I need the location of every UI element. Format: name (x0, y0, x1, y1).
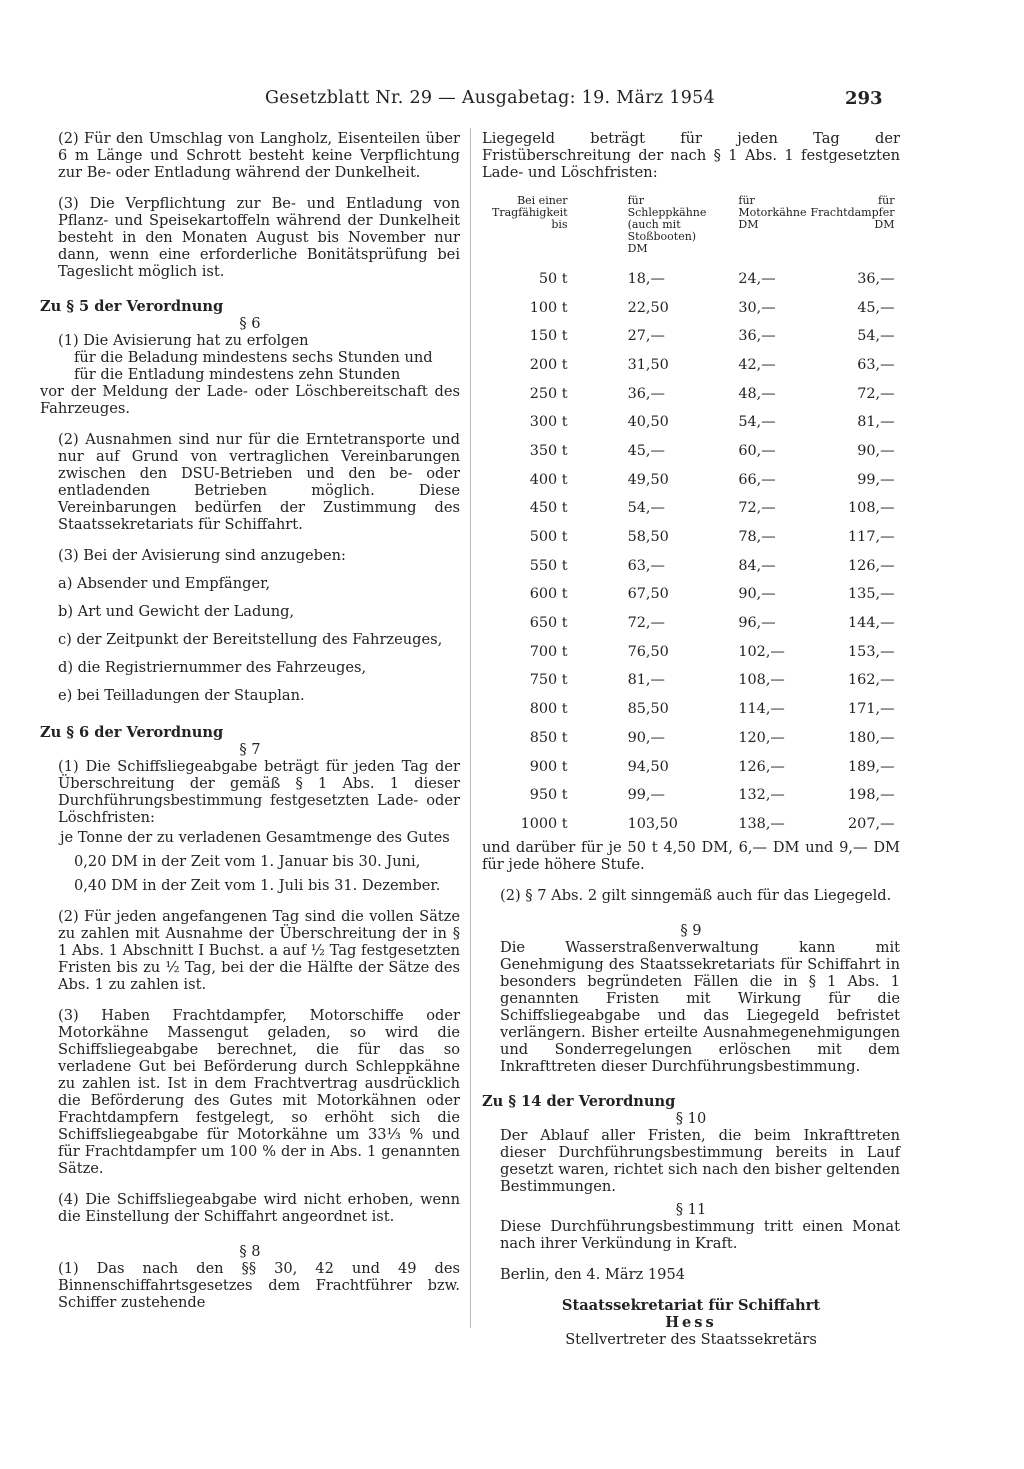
schleppkahn-rate-cell: 31,50 (627, 356, 669, 373)
frachtdampfer-rate-cell: 126,— (848, 557, 895, 574)
capacity-cell: 100 t (529, 299, 568, 316)
motorkahn-rate-cell: 72,— (738, 500, 776, 517)
motorkahn-rate-cell: 36,— (738, 328, 776, 345)
paragraph-6-2: (2) Ausnahmen sind nur für die Erntetransporte und nur auf Grund von vertraglichen Vereinbarungen zwischen den DSU-Betrieben und den be- oder entladenden Betrieben möglich. Diese Vereinbarungen bedürfen der Zustimmung des Staatssekretariats für Schiffahrt. (58, 431, 460, 533)
column-header-capacity: Bei einer Tragfähigkeit bis (492, 194, 568, 231)
section-number-11: § 11 (675, 1200, 707, 1218)
header-title: Gesetzblatt Nr. 29 — Ausgabetag: 19. März 1954 (265, 88, 716, 108)
avisierung-list (40, 570, 460, 710)
signature-date: Berlin, den 4. März 1954 (500, 1265, 686, 1283)
capacity-cell: 400 t (529, 471, 568, 488)
table-row (490, 380, 914, 409)
table-row (490, 523, 914, 552)
schleppkahn-rate-cell: 27,— (627, 328, 665, 345)
list-item: d) die Registriernummer des Fahrzeuges, (58, 659, 367, 676)
table-body (490, 265, 914, 839)
capacity-cell: 150 t (529, 328, 568, 345)
frachtdampfer-rate-cell: 45,— (857, 299, 895, 316)
paragraph-7-1: (1) Die Schiffsliegeabgabe beträgt für jeden Tag der Überschreitung der gemäß § 1 Abs. 1 dieser Durchführungsbestimmung festgesetzten Lade- oder Löschfristen: (58, 758, 460, 826)
paragraph-9: Die Wasserstraßenverwaltung kann mit Genehmigung des Staatssekretariats für Schiffahrt in besonders begründeten Fällen die in § 1 Abs. 1 genannten Fristen mit Wirkung für die Schiffsliegeabgabe und das Liegegeld befristet verlängern. Bisher erteilte Ausnahmegenehmigungen und Sonderregelungen erlöschen mit dem Inkrafttreten dieser Durchführungsbestimmung. (500, 938, 900, 1075)
schleppkahn-rate-cell: 67,50 (627, 586, 669, 603)
paragraph-6-3: (3) Bei der Avisierung sind anzugeben: (58, 547, 346, 564)
schleppkahn-rate-cell: 94,50 (627, 758, 669, 775)
motorkahn-rate-cell: 90,— (738, 586, 776, 603)
schleppkahn-rate-cell: 103,50 (627, 815, 678, 832)
paragraph-8-1: (1) Das nach den §§ 30, 42 und 49 des Binnenschiffahrtsgesetzes dem Frachtführer bzw. Schiffer zustehende (58, 1260, 460, 1311)
schleppkahn-rate-cell: 63,— (627, 557, 665, 574)
table-row (490, 322, 914, 351)
frachtdampfer-rate-cell: 144,— (848, 615, 895, 632)
paragraph-7-3: (3) Haben Frachtdampfer, Motorschiffe oder Motorkähne Massengut geladen, so wird die Schiffsliegeabgabe berechnet, die für das so verladene Gut bei Beförderung durch Schleppkähne zu zahlen ist. Ist in dem Frachtvertrag ausdrücklich die Beförderung des Gutes mit Motorkähnen oder Frachtdampfern festgelegt, so erhöht sich die Schiffsliegeabgabe für Motorkähne um 33⅓ % und für Frachtdampfer um 100 % der in Abs. 1 genannten Sätze. (58, 1007, 460, 1177)
column-header-schleppkaehne: für Schleppkähne (auch mit Stoßbooten) DM (627, 194, 707, 255)
capacity-cell: 1000 t (520, 815, 568, 832)
table-row (490, 638, 914, 667)
motorkahn-rate-cell: 48,— (738, 385, 776, 402)
paragraph-8-1-continued: Liegegeld beträgt für jeden Tag der Fristüberschreitung der nach § 1 Abs. 1 festgesetzten Lade- und Löschfristen: (482, 130, 900, 181)
liegegeld-table (490, 195, 914, 839)
paragraph-7-2: (2) Für jeden angefangenen Tag sind die vollen Sätze zu zahlen mit Ausnahme der Überschreitung der in § 1 Abs. 1 Abschnitt I Buchst. a auf ½ Tag festgesetzten Fristen bis zu ½ Tag, bei der die Hälfte der Sätze des Abs. 1 zu zahlen ist. (58, 908, 460, 993)
paragraph-7-1a: je Tonne der zu verladenen Gesamtmenge des Gutes (60, 829, 450, 846)
table-header-row (490, 195, 914, 265)
frachtdampfer-rate-cell: 153,— (848, 643, 895, 660)
page-number: 293 (845, 88, 883, 109)
schleppkahn-rate-cell: 18,— (627, 270, 665, 287)
motorkahn-rate-cell: 60,— (738, 442, 776, 459)
paragraph-7-1b: 0,20 DM in der Zeit vom 1. Januar bis 30. Juni, (74, 853, 421, 870)
frachtdampfer-rate-cell: 108,— (848, 500, 895, 517)
motorkahn-rate-cell: 24,— (738, 270, 776, 287)
column-header-frachtdampfer: für Frachtdampfer DM (810, 194, 895, 231)
paragraph-5-2: (2) Für den Umschlag von Langholz, Eisenteilen über 6 m Länge und Schrott besteht keine Verpflichtung zur Be- oder Entladung während der Dunkelheit. (58, 130, 460, 181)
capacity-cell: 700 t (529, 643, 568, 660)
motorkahn-rate-cell: 42,— (738, 356, 776, 373)
capacity-cell: 350 t (529, 442, 568, 459)
frachtdampfer-rate-cell: 81,— (857, 414, 895, 431)
section-number-10: § 10 (675, 1109, 707, 1127)
list-item: b) Art und Gewicht der Ladung, (58, 603, 295, 620)
signer-title: Stellvertreter des Staatssekretärs (565, 1330, 817, 1348)
table-row (490, 695, 914, 724)
schleppkahn-rate-cell: 72,— (627, 615, 665, 632)
section-number-8: § 8 (239, 1243, 261, 1260)
capacity-cell: 850 t (529, 729, 568, 746)
signing-authority: Staatssekretariat für Schiffahrt (561, 1296, 821, 1314)
section-heading-zu-6: Zu § 6 der Verordnung (40, 724, 224, 741)
table-row (490, 437, 914, 466)
right-column (482, 130, 900, 1348)
capacity-cell: 250 t (529, 385, 568, 402)
frachtdampfer-rate-cell: 90,— (857, 442, 895, 459)
schleppkahn-rate-cell: 45,— (627, 442, 665, 459)
table-row (490, 753, 914, 782)
column-header-motorkaehne: für Motorkähne DM (738, 194, 807, 231)
list-item: a) Absender und Empfänger, (58, 575, 271, 592)
schleppkahn-rate-cell: 99,— (627, 787, 665, 804)
page-header (0, 88, 1024, 116)
capacity-cell: 650 t (529, 615, 568, 632)
motorkahn-rate-cell: 108,— (738, 672, 785, 689)
frachtdampfer-rate-cell: 117,— (848, 529, 895, 546)
frachtdampfer-rate-cell: 180,— (848, 729, 895, 746)
frachtdampfer-rate-cell: 54,— (857, 328, 895, 345)
paragraph-6-1: (1) Die Avisierung hat zu erfolgen (58, 332, 309, 349)
capacity-cell: 750 t (529, 672, 568, 689)
table-row (490, 581, 914, 610)
capacity-cell: 900 t (529, 758, 568, 775)
column-divider (470, 128, 471, 1328)
motorkahn-rate-cell: 78,— (738, 529, 776, 546)
table-row (490, 552, 914, 581)
paragraph-11: Diese Durchführungsbestimmung tritt einen Monat nach ihrer Verkündung in Kraft. (500, 1217, 900, 1252)
table-row (490, 667, 914, 696)
capacity-cell: 600 t (529, 586, 568, 603)
schleppkahn-rate-cell: 58,50 (627, 529, 669, 546)
frachtdampfer-rate-cell: 198,— (848, 787, 895, 804)
paragraph-6-1a: für die Beladung mindestens sechs Stunden und (74, 349, 433, 366)
motorkahn-rate-cell: 102,— (738, 643, 785, 660)
paragraph-6-1c: vor der Meldung der Lade- oder Löschbereitschaft des Fahrzeuges. (40, 383, 460, 417)
schleppkahn-rate-cell: 76,50 (627, 643, 669, 660)
capacity-cell: 300 t (529, 414, 568, 431)
table-row (490, 810, 914, 839)
section-number-9: § 9 (680, 921, 702, 939)
schleppkahn-rate-cell: 81,— (627, 672, 665, 689)
motorkahn-rate-cell: 132,— (738, 787, 785, 804)
signer-name: Hess (665, 1313, 717, 1331)
capacity-cell: 200 t (529, 356, 568, 373)
schleppkahn-rate-cell: 36,— (627, 385, 665, 402)
schleppkahn-rate-cell: 40,50 (627, 414, 669, 431)
paragraph-6-1b: für die Entladung mindestens zehn Stunden (74, 366, 401, 383)
schleppkahn-rate-cell: 22,50 (627, 299, 669, 316)
table-row (490, 408, 914, 437)
table-row (490, 609, 914, 638)
schleppkahn-rate-cell: 54,— (627, 500, 665, 517)
frachtdampfer-rate-cell: 72,— (857, 385, 895, 402)
paragraph-10: Der Ablauf aller Fristen, die beim Inkrafttreten dieser Durchführungsbestimmung bereits in Lauf gesetzt waren, richtet sich nach den bisher geltenden Bestimmungen. (500, 1126, 900, 1195)
paragraph-8-2: (2) § 7 Abs. 2 gilt sinngemäß auch für das Liegegeld. (500, 886, 892, 904)
paragraph-5-3: (3) Die Verpflichtung zur Be- und Entladung von Pflanz- und Speisekartoffeln während der Dunkelheit besteht in den Monaten August bis November nur dann, wenn eine erforderliche Bonitätsprüfung bei Tageslicht möglich ist. (58, 195, 460, 280)
motorkahn-rate-cell: 126,— (738, 758, 785, 775)
section-heading-zu-14: Zu § 14 der Verordnung (482, 1092, 676, 1110)
capacity-cell: 550 t (529, 557, 568, 574)
frachtdampfer-rate-cell: 135,— (848, 586, 895, 603)
capacity-cell: 500 t (529, 529, 568, 546)
schleppkahn-rate-cell: 49,50 (627, 471, 669, 488)
capacity-cell: 950 t (529, 787, 568, 804)
motorkahn-rate-cell: 30,— (738, 299, 776, 316)
frachtdampfer-rate-cell: 162,— (848, 672, 895, 689)
paragraph-after-table: und darüber für je 50 t 4,50 DM, 6,— DM und 9,— DM für jede höhere Stufe. (482, 838, 900, 873)
schleppkahn-rate-cell: 85,50 (627, 701, 669, 718)
frachtdampfer-rate-cell: 207,— (848, 815, 895, 832)
frachtdampfer-rate-cell: 63,— (857, 356, 895, 373)
table-row (490, 265, 914, 294)
table-row (490, 294, 914, 323)
capacity-cell: 450 t (529, 500, 568, 517)
table-row (490, 351, 914, 380)
table-row (490, 724, 914, 753)
table-row (490, 495, 914, 524)
capacity-cell: 800 t (529, 701, 568, 718)
section-heading-zu-5: Zu § 5 der Verordnung (40, 298, 224, 315)
table-row (490, 466, 914, 495)
list-item: c) der Zeitpunkt der Bereitstellung des Fahrzeuges, (58, 631, 443, 648)
motorkahn-rate-cell: 54,— (738, 414, 776, 431)
section-number-7: § 7 (239, 741, 261, 758)
paragraph-7-1c: 0,40 DM in der Zeit vom 1. Juli bis 31. Dezember. (74, 877, 441, 894)
frachtdampfer-rate-cell: 99,— (857, 471, 895, 488)
capacity-cell: 50 t (538, 270, 568, 287)
section-number-6: § 6 (239, 315, 261, 332)
schleppkahn-rate-cell: 90,— (627, 729, 665, 746)
frachtdampfer-rate-cell: 189,— (848, 758, 895, 775)
motorkahn-rate-cell: 96,— (738, 615, 776, 632)
table-row (490, 781, 914, 810)
motorkahn-rate-cell: 138,— (738, 815, 785, 832)
motorkahn-rate-cell: 66,— (738, 471, 776, 488)
list-item: e) bei Teilladungen der Stauplan. (58, 687, 305, 704)
motorkahn-rate-cell: 120,— (738, 729, 785, 746)
motorkahn-rate-cell: 114,— (738, 701, 785, 718)
frachtdampfer-rate-cell: 171,— (848, 701, 895, 718)
left-column (40, 130, 460, 1311)
paragraph-7-4: (4) Die Schiffsliegeabgabe wird nicht erhoben, wenn die Einstellung der Schiffahrt angeordnet ist. (58, 1191, 460, 1225)
frachtdampfer-rate-cell: 36,— (857, 270, 895, 287)
motorkahn-rate-cell: 84,— (738, 557, 776, 574)
